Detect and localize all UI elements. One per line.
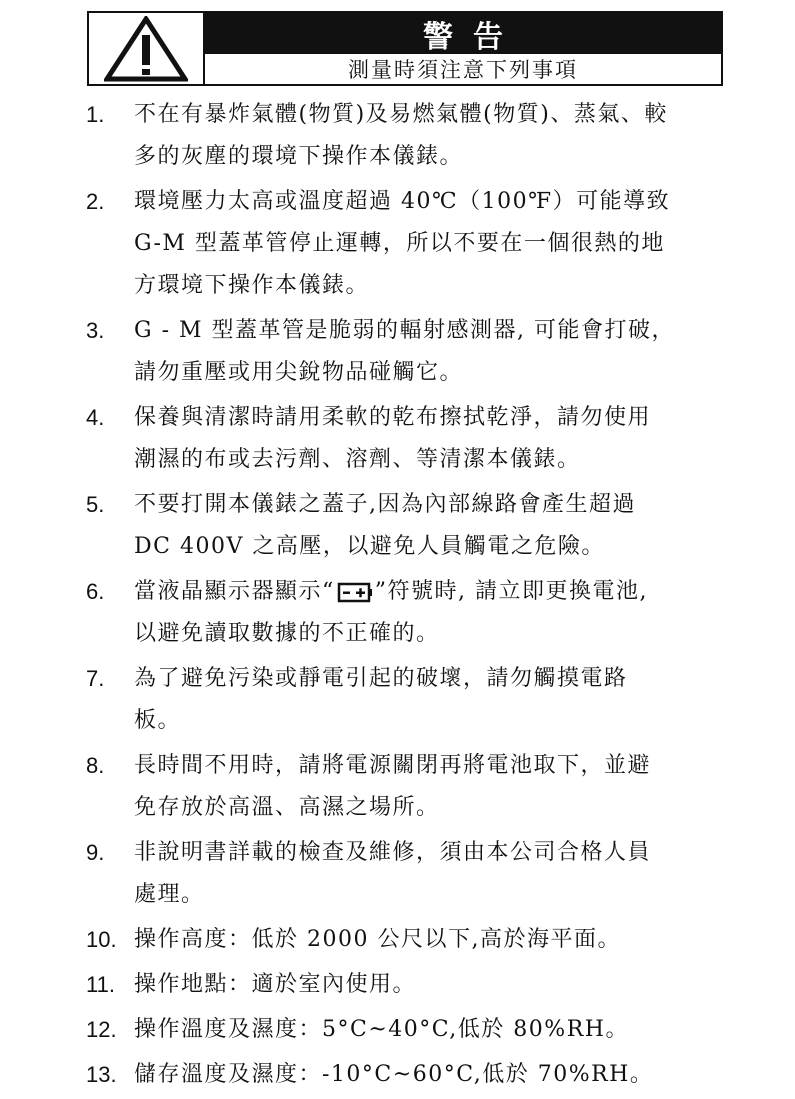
item-text bbox=[134, 484, 726, 568]
list-item bbox=[86, 484, 726, 568]
item-text bbox=[134, 964, 726, 1006]
warning-list bbox=[86, 94, 726, 1099]
item-text bbox=[134, 1054, 726, 1096]
item-number: 3. bbox=[86, 318, 105, 343]
item-line: 當液晶顯示器顯示“ bbox=[134, 579, 335, 604]
item-line: 免存放於高溫、高濕之場所。 bbox=[134, 795, 440, 820]
item-number: 12. bbox=[86, 1017, 117, 1042]
item-number: 13. bbox=[86, 1062, 117, 1087]
warning-triangle-icon bbox=[104, 16, 188, 82]
item-line: 長時間不用時，請將電源關閉再將電池取下，並避 bbox=[134, 753, 652, 778]
item-number: 7. bbox=[86, 666, 105, 691]
item-line: 不在有暴炸氣體(物質)及易燃氣體(物質)、蒸氣、較 bbox=[134, 102, 668, 127]
list-item bbox=[86, 1054, 726, 1096]
item-text bbox=[134, 832, 726, 916]
item-number: 1. bbox=[86, 102, 105, 127]
item-number: 5. bbox=[86, 492, 105, 517]
item-line: 以避免讀取數據的不正確的。 bbox=[134, 621, 440, 646]
list-item bbox=[86, 310, 726, 394]
item-text bbox=[134, 658, 726, 742]
list-item bbox=[86, 94, 726, 178]
list-item bbox=[86, 745, 726, 829]
item-number: 10. bbox=[86, 927, 117, 952]
warning-icon-cell bbox=[89, 13, 205, 84]
battery-low-icon bbox=[337, 581, 373, 603]
item-text bbox=[134, 745, 726, 829]
item-text bbox=[134, 1009, 726, 1051]
list-item bbox=[86, 181, 726, 307]
item-line: 請勿重壓或用尖銳物品碰觸它。 bbox=[134, 360, 464, 385]
warning-header-text bbox=[205, 13, 721, 84]
list-item bbox=[86, 1009, 726, 1051]
item-number: 11. bbox=[86, 972, 115, 997]
item-line: 操作高度：低於 2000 公尺以下,高於海平面。 bbox=[134, 927, 621, 952]
item-text bbox=[134, 94, 726, 178]
item-number: 2. bbox=[86, 189, 105, 214]
item-text bbox=[134, 310, 726, 394]
item-line: 處理。 bbox=[134, 882, 205, 907]
item-text bbox=[134, 919, 726, 961]
item-text bbox=[134, 181, 726, 307]
item-line: G-M 型蓋革管停止運轉，所以不要在一個很熱的地 bbox=[134, 231, 665, 256]
item-line: 方環境下操作本儀錶。 bbox=[134, 273, 370, 298]
item-line: 潮濕的布或去污劑、溶劑、等清潔本儀錶。 bbox=[134, 447, 581, 472]
item-line: 為了避免污染或靜電引起的破壞，請勿觸摸電路 bbox=[134, 666, 628, 691]
list-item bbox=[86, 658, 726, 742]
item-line: 操作溫度及濕度：5°C~40°C,低於 80%RH。 bbox=[134, 1017, 629, 1042]
item-line: 不要打開本儀錶之蓋子,因為內部線路會產生超過 bbox=[134, 492, 636, 517]
item-line: 環境壓力太高或溫度超過 40℃（100℉）可能導致 bbox=[134, 189, 671, 214]
item-text bbox=[134, 397, 726, 481]
list-item bbox=[86, 397, 726, 481]
item-number: 8. bbox=[86, 753, 105, 778]
item-line: 保養與清潔時請用柔軟的乾布擦拭乾淨，請勿使用 bbox=[134, 405, 652, 430]
item-number: 6. bbox=[86, 579, 105, 604]
item-line: DC 400V 之高壓，以避免人員觸電之危險。 bbox=[134, 534, 605, 559]
item-line: G - M 型蓋革管是脆弱的輻射感測器, 可能會打破， bbox=[134, 318, 676, 343]
list-item bbox=[86, 919, 726, 961]
item-line: 儲存溫度及濕度：-10°C~60°C,低於 70%RH。 bbox=[134, 1062, 654, 1087]
item-line: 非說明書詳載的檢查及維修，須由本公司合格人員 bbox=[134, 840, 652, 865]
item-text bbox=[134, 571, 726, 655]
warning-title: 警告 bbox=[205, 13, 721, 54]
item-number: 9. bbox=[86, 840, 105, 865]
list-item bbox=[86, 571, 726, 655]
list-item bbox=[86, 964, 726, 1006]
list-item bbox=[86, 832, 726, 916]
item-number: 4. bbox=[86, 405, 105, 430]
item-line: ”符號時, 請立即更換電池, bbox=[374, 579, 648, 604]
item-line: 操作地點：適於室內使用。 bbox=[134, 972, 417, 997]
item-line: 板。 bbox=[134, 708, 182, 733]
warning-subtitle: 測量時須注意下列事項 bbox=[348, 58, 578, 82]
item-line: 多的灰塵的環境下操作本儀錶。 bbox=[134, 144, 464, 169]
warning-header bbox=[87, 11, 723, 86]
